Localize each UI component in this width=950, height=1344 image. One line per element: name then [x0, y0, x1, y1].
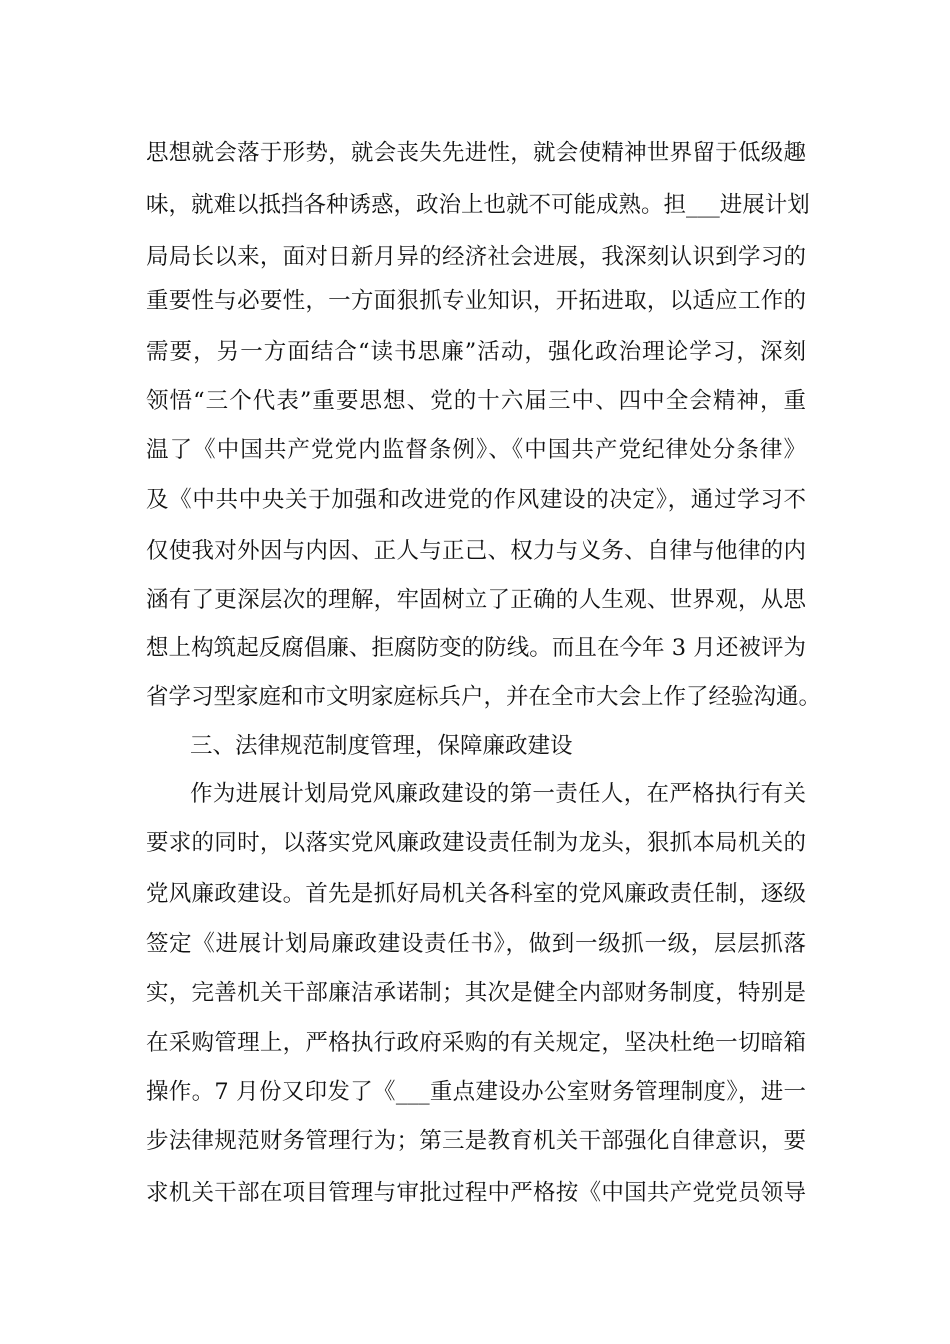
paragraph-line: 签定《进展计划局廉政建设责任书》，做到一级抓一级，层层抓落: [146, 931, 806, 957]
paragraph-line: 领悟“三个代表”重要思想、党的十六届三中、四中全会精神，重: [146, 388, 806, 414]
paragraph-line: 省学习型家庭和市文明家庭标兵户，并在全市大会上作了经验沟通。: [146, 684, 822, 710]
paragraph-line: 步法律规范财务管理行为；第三是教育机关干部强化自律意识，要: [146, 1128, 806, 1154]
paragraph-line: 温了《中国共产党党内监督条例》、《中国共产党纪律处分条律》: [146, 437, 806, 463]
paragraph-line: 想上构筑起反腐倡廉、拒腐防变的防线。而且在今年 3 月还被评为: [146, 635, 806, 661]
paragraph-line: 仅使我对外因与内因、正人与正己、权力与义务、自律与他律的内: [146, 538, 806, 564]
paragraph-line: 及《中共中央关于加强和改进党的作风建设的决定》，通过学习不: [146, 487, 806, 513]
paragraph-line: 实，完善机关干部廉洁承诺制；其次是健全内部财务制度，特别是: [146, 980, 806, 1006]
paragraph-line: 味，就难以抵挡各种诱惑，政治上也就不可能成熟。担___进展计划: [146, 192, 810, 218]
paragraph-line: 涵有了更深层次的理解，牢固树立了正确的人生观、世界观，从思: [146, 587, 806, 613]
paragraph-line: 作为进展计划局党风廉政建设的第一责任人，在严格执行有关: [190, 781, 806, 807]
section-heading: 三、法律规范制度管理，保障廉政建设: [190, 733, 573, 759]
paragraph-line: 在采购管理上，严格执行政府采购的有关规定，坚决杜绝一切暗箱: [146, 1030, 806, 1056]
paragraph-line: 思想就会落于形势，就会丧失先进性，就会使精神世界留于低级趣: [146, 140, 806, 166]
paragraph-line: 局局长以来，面对日新月异的经济社会进展，我深刻认识到学习的: [146, 244, 806, 270]
paragraph-line: 求机关干部在项目管理与审批过程中严格按《中国共产党党员领导: [146, 1180, 806, 1206]
paragraph-line: 重要性与必要性，一方面狠抓专业知识，开拓进取，以适应工作的: [146, 288, 806, 314]
paragraph-line: 操作。7 月份又印发了《___重点建设办公室财务管理制度》，进一: [146, 1079, 806, 1105]
paragraph-line: 党风廉政建设。首先是抓好局机关各科室的党风廉政责任制，逐级: [146, 881, 806, 907]
paragraph-line: 要求的同时，以落实党风廉政建设责任制为龙头，狠抓本局机关的: [146, 830, 806, 856]
paragraph-line: 需要，另一方面结合“读书思廉”活动，强化政治理论学习，深刻: [146, 339, 806, 365]
